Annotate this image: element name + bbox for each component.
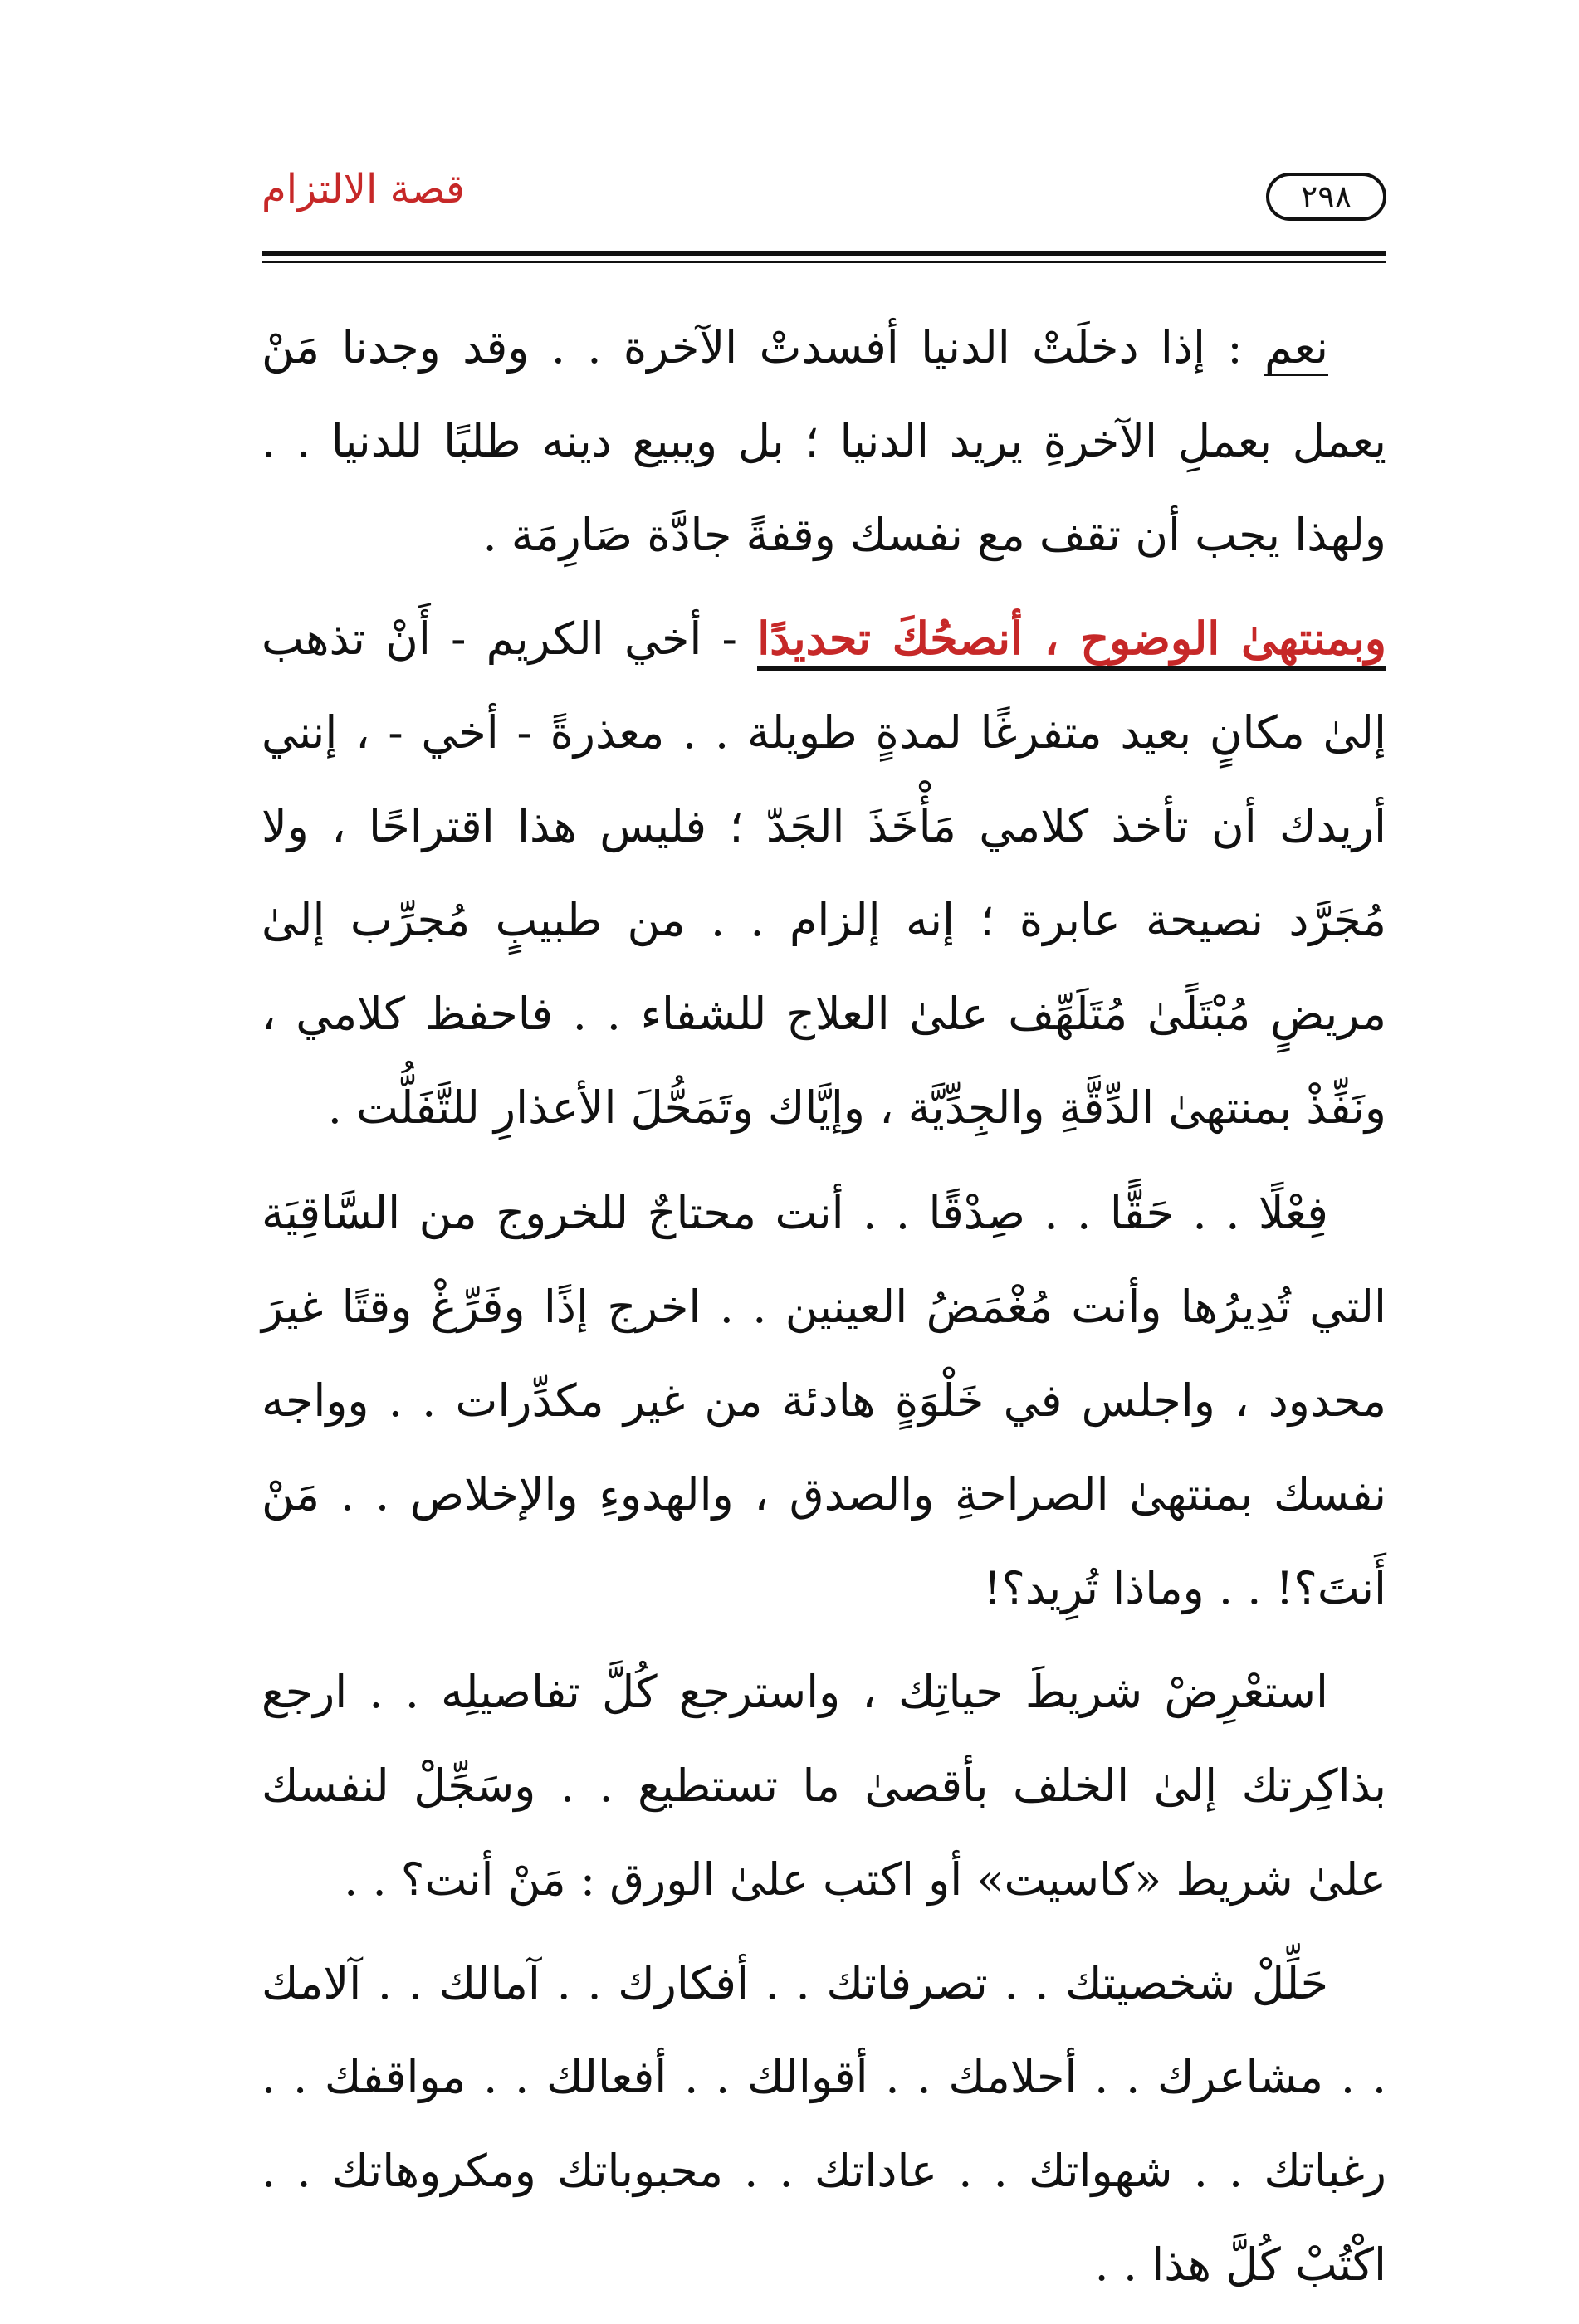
page-number-badge: ٢٩٨ [1266, 173, 1386, 221]
paragraph-5 [262, 1936, 1386, 2312]
paragraph-text: - أخي الكريم - أَنْ تذهب إلىٰ مكانٍ بعيد متفرغًا لمدةٍ طويلة . . معذرةً - أخي - ، إنني أريدك أن تأخذ كلامي مَأْخَذَ الجَدّ ؛ فليس هذا اقتراحًا ، ولا مُجَرَّد نصيحة عابرة ؛ إنه إلزام . . من طبيبٍ مُجرِّب إلىٰ مريضٍ مُبْتَلًىٰ مُتَلَهِّف علىٰ العلاج للشفاء . . فاحفظ كلامي ، ونَفِّذْ بمنتهىٰ الدِّقَّةِ والجِدِّيَّة ، وإيَّاك وتَمَحُّلَ الأعذارِ للتَّفَلُّت . [262, 613, 1386, 1134]
page-header [262, 158, 1386, 249]
highlighted-advice: وبمنتهىٰ الوضوح ، أنصحُكَ تحديدًا [757, 612, 1386, 671]
paragraph-1 [262, 300, 1386, 582]
page-body [262, 300, 1386, 2312]
paragraph-2 [262, 592, 1386, 1155]
paragraph-text: حَلِّلْ شخصيتك . . تصرفاتك . . أفكارك . . آمالك . . آلامك . . مشاعرك . . أحلامك . . أقوالك . . أفعالك . . مواقفك . . رغباتك . . شهواتك . . عاداتك . . محبوباتك ومكروهاتك . . اكْتُبْ كُلَّ هذا . . [262, 1957, 1386, 2291]
paragraph-text: : إذا دخلَتْ الدنيا أفسدتْ الآخرة . . وقد وجدنا مَنْ يعمل بعملِ الآخرةِ يريد الدنيا ؛ بل ويبيع دينه طلبًا للدنيا . . ولهذا يجب أن تقف مع نفسك وقفةً جادَّة صَارِمَة . [262, 321, 1386, 561]
paragraph-4 [262, 1645, 1386, 1926]
book-title: قصة الالتزام [262, 166, 465, 212]
paragraph-text: استعْرِضْ شريطَ حياتِك ، واسترجع كُلَّ تفاصيلِه . . ارجع بذاكِرتك إلىٰ الخلف بأقصىٰ ما تستطيع . . وسَجِّلْ لنفسك علىٰ شريط «كاسيت» أو اكتب علىٰ الورق : مَنْ أنت؟ . . [262, 1666, 1386, 1906]
paragraph-text: فِعْلًا . . حَقًّا . . صِدْقًا . . أنت محتاجٌ للخروج من السَّاقِيَة التي تُدِيرُها وأنت مُغْمَضُ العينين . . اخرج إذًا وفَرِّغْ وقتًا غيرَ محدود ، واجلس في خَلْوَةٍ هادئة من غير مكدِّرات . . وواجه نفسك بمنتهىٰ الصراحةِ والصدق ، والهدوءِ والإخلاص . . مَنْ أَنتَ؟! . . وماذا تُرِيد؟! [262, 1187, 1386, 1614]
paragraph-lead-word: نعم [1264, 321, 1328, 376]
paragraph-3 [262, 1166, 1386, 1635]
header-rule-thin [262, 261, 1386, 263]
header-rule-thick [262, 251, 1386, 256]
